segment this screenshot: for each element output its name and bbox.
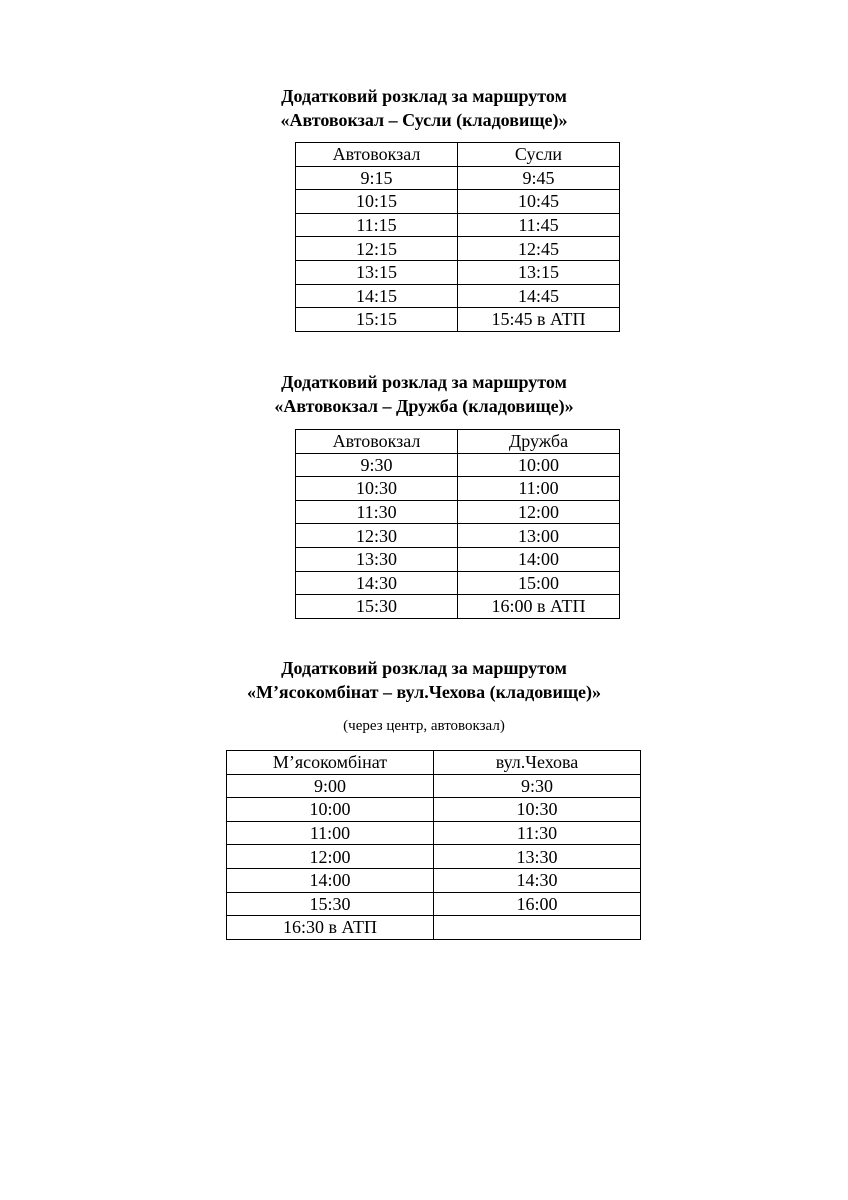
table-cell: 10:15 xyxy=(296,190,458,214)
schedule-2-title-line1: Додатковий розклад за маршрутом xyxy=(281,372,567,392)
table-row xyxy=(296,190,620,214)
table-cell: 9:30 xyxy=(434,774,641,798)
schedule-3-table xyxy=(226,750,641,940)
table-cell: 16:30 в АТП xyxy=(227,916,434,940)
column-header: Дружба xyxy=(458,430,620,454)
table-row xyxy=(296,500,620,524)
schedule-1-title-line1: Додатковий розклад за маршрутом xyxy=(281,86,567,106)
schedule-3-title xyxy=(0,656,848,704)
schedule-2-title xyxy=(0,370,848,418)
table-cell: 13:15 xyxy=(458,260,620,284)
table-cell: 15:45 в АТП xyxy=(458,308,620,332)
table-row xyxy=(296,213,620,237)
schedule-2-title-line2: «Автовокзал – Дружба (кладовище)» xyxy=(274,396,574,416)
table-cell: 15:00 xyxy=(458,571,620,595)
table-cell: 12:00 xyxy=(227,845,434,869)
table-cell: 11:45 xyxy=(458,213,620,237)
table-cell: 13:15 xyxy=(296,260,458,284)
table-cell: 12:45 xyxy=(458,237,620,261)
table-row xyxy=(227,821,641,845)
table-cell: 9:30 xyxy=(296,453,458,477)
table-cell: 10:00 xyxy=(227,798,434,822)
table-row xyxy=(227,868,641,892)
table-cell: 10:30 xyxy=(296,477,458,501)
table-cell: 16:00 в АТП xyxy=(458,595,620,619)
table-cell: 13:30 xyxy=(434,845,641,869)
table-cell: 10:00 xyxy=(458,453,620,477)
table-header-row xyxy=(296,430,620,454)
table-row xyxy=(227,774,641,798)
table-cell: 14:00 xyxy=(458,547,620,571)
table-row xyxy=(296,284,620,308)
table-cell: 15:30 xyxy=(296,595,458,619)
table-cell xyxy=(434,916,641,940)
table-row xyxy=(227,798,641,822)
table-cell: 11:00 xyxy=(458,477,620,501)
table-cell: 14:45 xyxy=(458,284,620,308)
table-row xyxy=(296,477,620,501)
table-cell: 13:00 xyxy=(458,524,620,548)
schedule-1-title-line2: «Автовокзал – Сусли (кладовище)» xyxy=(280,110,568,130)
table-row xyxy=(296,237,620,261)
table-row xyxy=(296,571,620,595)
schedule-3-title-line1: Додатковий розклад за маршрутом xyxy=(281,658,567,678)
table-row xyxy=(296,453,620,477)
table-cell: 11:00 xyxy=(227,821,434,845)
table-row xyxy=(296,595,620,619)
table-cell: 16:00 xyxy=(434,892,641,916)
column-header: М’ясокомбінат xyxy=(227,751,434,775)
table-cell: 11:30 xyxy=(434,821,641,845)
column-header: Автовокзал xyxy=(296,430,458,454)
column-header: Автовокзал xyxy=(296,143,458,167)
table-row xyxy=(296,308,620,332)
table-cell: 10:30 xyxy=(434,798,641,822)
schedule-3-title-line2: «М’ясокомбінат – вул.Чехова (кладовище)» xyxy=(246,682,602,702)
table-cell: 11:30 xyxy=(296,500,458,524)
table-cell: 14:00 xyxy=(227,868,434,892)
table-row xyxy=(227,892,641,916)
table-cell: 9:45 xyxy=(458,166,620,190)
table-cell: 9:00 xyxy=(227,774,434,798)
table-cell: 12:15 xyxy=(296,237,458,261)
table-header-row xyxy=(227,751,641,775)
schedule-1-table xyxy=(295,142,620,332)
table-cell: 9:15 xyxy=(296,166,458,190)
column-header: Сусли xyxy=(458,143,620,167)
table-cell: 14:15 xyxy=(296,284,458,308)
table-cell: 12:30 xyxy=(296,524,458,548)
column-header: вул.Чехова xyxy=(434,751,641,775)
table-row xyxy=(296,524,620,548)
table-row xyxy=(227,916,641,940)
table-cell: 14:30 xyxy=(296,571,458,595)
table-cell: 12:00 xyxy=(458,500,620,524)
table-row xyxy=(227,845,641,869)
schedule-3-route-note: (через центр, автовокзал) xyxy=(343,718,505,734)
schedule-2-table xyxy=(295,429,620,619)
table-row xyxy=(296,166,620,190)
table-row xyxy=(296,260,620,284)
table-cell: 15:15 xyxy=(296,308,458,332)
table-row xyxy=(296,547,620,571)
table-header-row xyxy=(296,143,620,167)
schedule-1-title xyxy=(0,84,848,132)
table-cell: 11:15 xyxy=(296,213,458,237)
table-cell: 13:30 xyxy=(296,547,458,571)
table-cell: 10:45 xyxy=(458,190,620,214)
table-cell: 14:30 xyxy=(434,868,641,892)
table-cell: 15:30 xyxy=(227,892,434,916)
